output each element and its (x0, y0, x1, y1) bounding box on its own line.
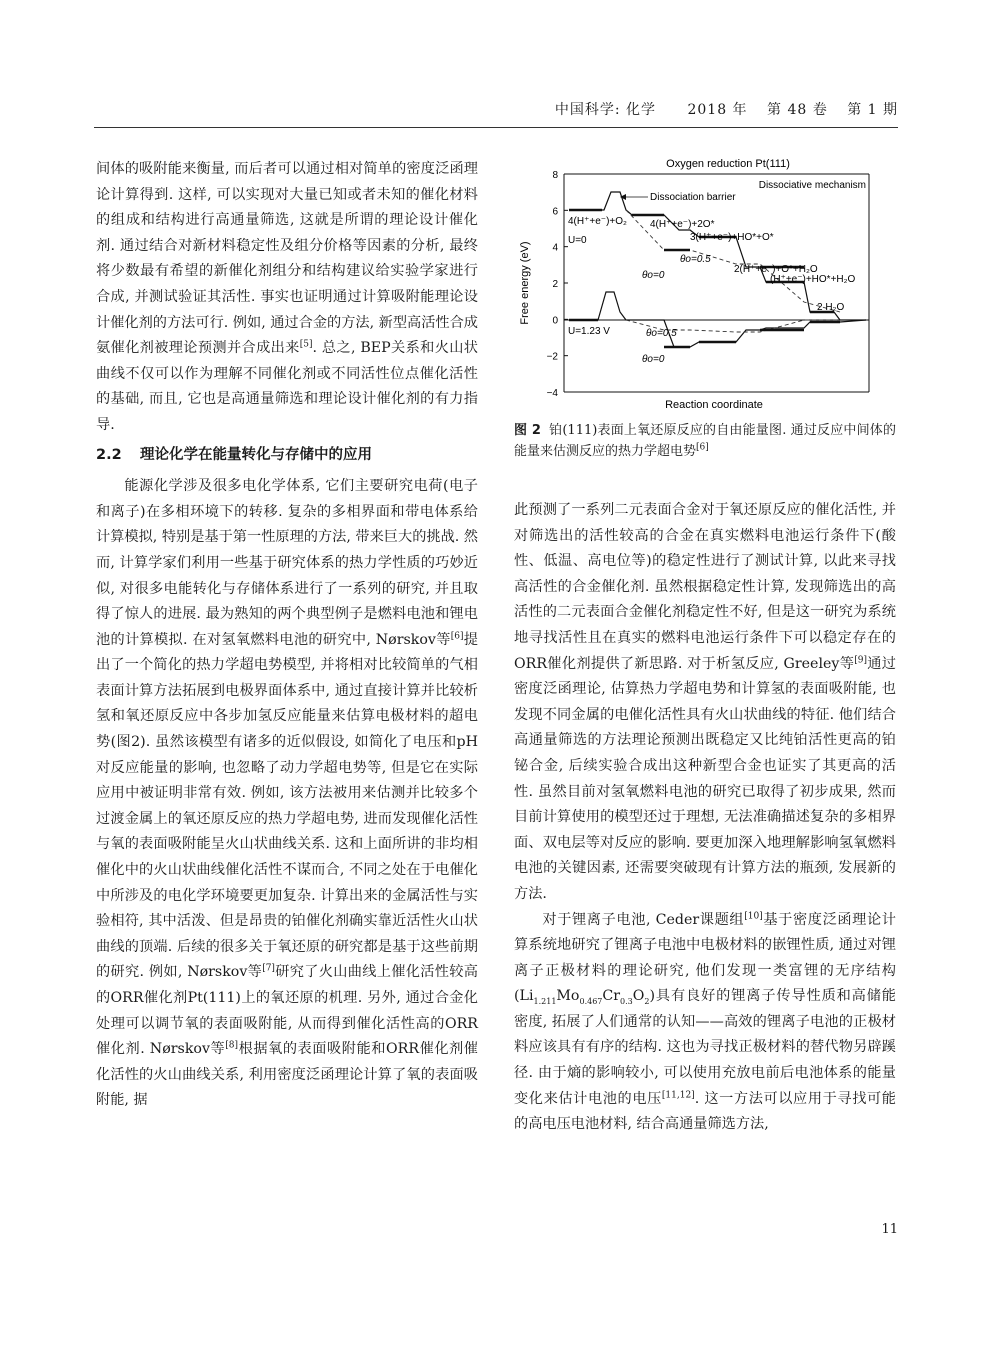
x-axis-label: Reaction coordinate (665, 399, 763, 411)
page-number: 11 (881, 1222, 898, 1237)
y-tick-label: −4 (546, 388, 558, 399)
citation[interactable]: [6] (696, 442, 709, 453)
journal-volume: 第 48 卷 (767, 102, 828, 118)
paragraph: 能源化学涉及很多电化学体系, 它们主要研究电荷(电子和离子)在多相环境下的转移. 复杂的多相界面和带电体系给计算模拟, 特别是基于第一性原理的方法, 带来巨大的挑战. 然而, 计算学家们利用一些基于研究体系的热力学性质的巧妙近似, 对很多电能转化与存储体系进行了一系列的研究, 并且取得了惊人的进展. 最为熟知的两个典型例子是燃料电池和锂电池的计算模拟. 在对氢氧燃料电池的研究中, Nørskov等[6]提出了一个简化的热力学超电势模型, 并将相对比较简单的气相表面计算方法拓展到电极界面体系中, 通过直接计算并比较析氢和氧还原反应中各步加氢反应能量来估算电极材料的超电势(图2). 虽然该模型有诸多的近似假设, 如简化了电压和pH对反应能量的影响, 也忽略了动力学超电势等, 但是它在实际应用中被证明非常有效. 例如, 该方法被用来估测并比较多个过渡金属上的氧还原反应的热力学超电势, 进而发现催化活性与氧的表面吸附能呈火山状曲线关系. 这和上面所讲的非均相催化中的火山状曲线催化活性不谋而合, 不同之处在于电催化中所涉及的电化学环境要更加复杂. 计算出来的金属活性与实验相符, 其中活泼、但是昂贵的铂催化剂确实靠近活性火山状曲线的顶端. 后续的很多关于氧还原的研究都是基于这些前期的研究. 例如, Nørskov等[7]研究了火山曲线上催化活性较高的ORR催化剂Pt(111)上的氧还原的机理. 另外, 通过合金化处理可以调节氧的表面吸附能, 从而得到催化活性高的ORR催化剂. Nørskov等[8]根据氧的表面吸附能和ORR催化剂催化活性的火山曲线关系, 利用密度泛函理论计算了氧的表面吸附能, 据 (96, 478, 478, 1109)
journal-header (541, 99, 898, 119)
series-u0-line (569, 192, 866, 320)
annotation-state5: (H⁺+e⁻)+HO*+H₂O (770, 274, 856, 285)
annotation-state2: 4(H⁺+e⁻)+2O* (650, 219, 715, 230)
annotation-state1: 4(H⁺+e⁻)+O₂ (568, 216, 627, 227)
y-tick-label: 4 (552, 242, 558, 254)
y-axis-label: Free energy (eV) (519, 241, 531, 325)
paragraph: 间体的吸附能来衡量, 而后者可以通过相对简单的密度泛函理论计算得到. 这样, 可以实现对大量已知或者未知的催化材料的组成和结构进行高通量筛选, 这就是所谓的理论设计催化剂. 通过结合对新材料稳定性及组分价格等因素的分析, 最终将少数最有希望的新催化剂组分和结构建议给实验学家进行合成, 并测试验证其活性. 事实也证明通过计算吸附能理论设计催化剂的方法可行. 例如, 通过合金的方法, 新型高活性合成氨催化剂被理论预测并合成出来[5]. 总之, BEP关系和火山状曲线不仅可以作为理解不同催化剂或不同活性位点催化活性的基础, 而且, 它也是高通量筛选和理论设计催化剂的有力指导. (96, 161, 478, 433)
annotation-u123: U=1.23 V (568, 326, 610, 337)
citation[interactable]: [9] (854, 654, 867, 665)
citation[interactable]: [8] (225, 1040, 239, 1051)
journal-year: 2018 年 (687, 102, 748, 118)
annotation-theta05-bot: θo=0.5 (646, 328, 677, 339)
annotation-mechanism: Dissociative mechanism (758, 180, 866, 191)
citation[interactable]: [10] (744, 910, 763, 921)
journal-issue: 第 1 期 (847, 102, 898, 118)
citation[interactable]: [6] (450, 630, 464, 641)
free-energy-diagram (514, 152, 896, 417)
chart-title: Oxygen reduction Pt(111) (666, 158, 790, 170)
annotation-theta0-top: θo=0 (642, 270, 665, 281)
paragraph: 此预测了一系列二元表面合金对于氧还原反应的催化活性, 并对筛选出的活性较高的合金在真实燃料电池运行条件下(酸性、低温、高电位等)的稳定性进行了测试计算, 以此来寻找高活性的合金催化剂. 虽然根据稳定性计算, 发现筛选出的高活性的二元表面合金催化剂稳定性不好, 但是这一研究为系统地寻找活性且在真实的燃料电池运行条件下可以稳定存在的ORR催化剂提供了新思路. 对于析氢反应, Greeley等[9]通过密度泛函理论, 估算热力学超电势和计算氢的表面吸附能, 也发现不同金属的电催化活性具有火山状曲线的特征. 他们结合高通量筛选的方法理论预测出既稳定又比纯铂活性更高的铂铋合金, 后续实验合成出这种新型合金也证实了其更高的活性. 虽然目前对氢氧燃料电池的研究已取得了初步成果, 然而目前计算使用的模型还过于理想, 无法准确描述复杂的多相界面、双电层等对反应的影响. 要更加深入地理解影响氢氧燃料电池的关键因素, 还需要突破现有计算方法的瓶颈, 发展新的方法. (514, 502, 896, 902)
annotation-theta05-top: θo=0.5 (680, 254, 711, 265)
right-column (514, 498, 896, 1138)
section-heading (96, 443, 478, 469)
annotation-state3: 3(H⁺+e⁻)+HO*+O* (690, 232, 774, 243)
journal-name: 中国科学: 化学 (554, 102, 657, 118)
section-title: 理论化学在能量转化与存储中的应用 (140, 446, 372, 463)
citation[interactable]: [11,12] (661, 1089, 695, 1100)
left-column (96, 157, 478, 1114)
y-tick-label: 8 (552, 170, 558, 181)
citation[interactable]: [5] (299, 339, 313, 350)
y-tick-label: 0 (552, 315, 558, 327)
annotation-theta0-bot: θo=0 (642, 354, 665, 365)
annotation-barrier: Dissociation barrier (650, 192, 736, 203)
y-tick-label: −2 (546, 351, 558, 363)
figure-2 (514, 152, 896, 417)
section-number: 2.2 (96, 446, 122, 463)
annotation-state4: 2(H⁺+e⁻)+O*+H₂O (734, 264, 818, 275)
citation[interactable]: [7] (262, 963, 275, 974)
caption-text: 铂(111)表面上氧还原反应的自由能量图. 通过反应中间体的能量来估测反应的热力学超电势 (514, 423, 896, 459)
y-tick-label: 2 (552, 279, 558, 290)
figure-caption (514, 420, 896, 462)
caption-label: 图 2 (514, 423, 541, 438)
y-ticks (547, 170, 568, 399)
header-rule (94, 127, 898, 128)
y-tick-label: 6 (552, 206, 558, 218)
paragraph: 对于锂离子电池, Ceder课题组[10]基于密度泛函理论计算系统地研究了锂离子电池中电极材料的嵌锂性质, 通过对锂离子正极材料的理论研究, 他们发现一类富锂的无序结构$(Li_{1.211}Mo_{0.467}Cr_{0.3}O_2)$具有良好的锂离子传导性质和高储能密度, 拓展了人们通常的认知——高效的锂离子电池的正极材料应该具有有序的结构. 这也为寻找正极材料的替代物另辟蹊径. 由于熵的影响较小, 可以使用充放电前后电池体系的能量变化来估计电池的电压[11,12]. 这一方法可以应用于寻找可能的高电压电池材料, 结合高通量筛选方法, (514, 910, 896, 1133)
annotation-state6: 2 H₂O (817, 302, 845, 313)
annotation-u0: U=0 (568, 235, 587, 246)
